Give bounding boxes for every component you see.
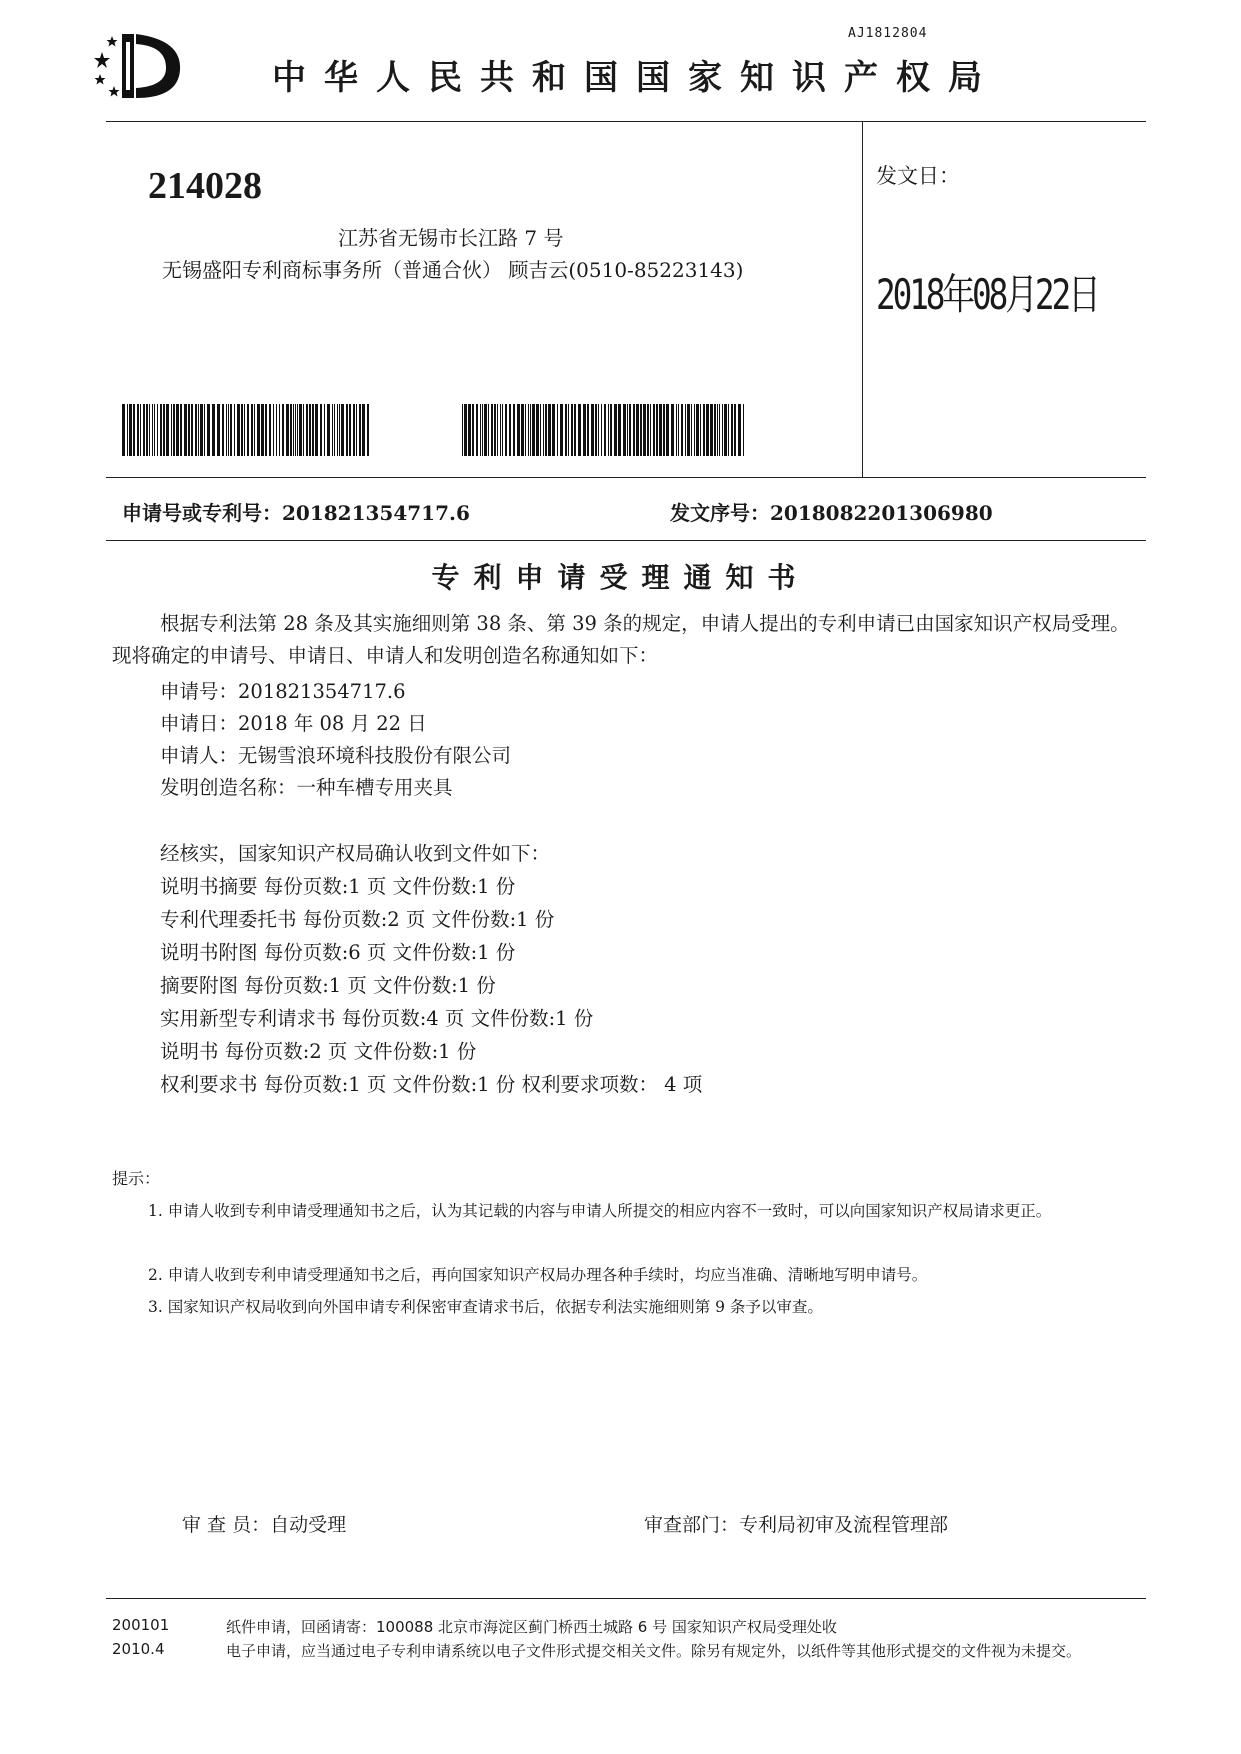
barcode-bar <box>530 404 531 456</box>
barcode-bar <box>574 404 576 456</box>
barcode-bar <box>587 404 589 456</box>
barcode-bar <box>568 404 569 456</box>
barcode-bar <box>254 404 255 456</box>
barcode-bar <box>488 404 489 456</box>
barcode-bar <box>261 404 264 456</box>
document-serial: AJ1812804 <box>848 26 928 41</box>
barcode-bar <box>290 404 292 456</box>
barcode-bar <box>491 404 493 456</box>
barcode-bar <box>687 404 690 456</box>
barcode-bar <box>540 404 541 456</box>
barcode-bar <box>671 404 674 456</box>
notice-intro: 根据专利法第 28 条及其实施细则第 38 条、第 39 条的规定，申请人提出的专利申请已由国家知识产权局受理。现将确定的申请号、申请日、申请人和发明创造名称通知如下： <box>112 612 1130 667</box>
barcode-bar <box>140 404 141 456</box>
barcode-bar <box>303 404 304 456</box>
barcode-bar <box>659 404 662 456</box>
barcode-bar <box>324 404 325 456</box>
barcode-bar <box>341 404 344 456</box>
barcode-bar <box>204 404 205 456</box>
barcode-bar <box>315 404 318 456</box>
barcode-bar <box>502 404 503 456</box>
barcode-bar <box>653 404 655 456</box>
barcode-bar <box>494 404 496 456</box>
barcode-bar <box>719 404 720 456</box>
barcode-bar <box>143 404 145 456</box>
barcode-bar <box>595 404 597 456</box>
barcode-bar <box>633 404 635 456</box>
barcode-bar <box>706 404 709 456</box>
footer-rule <box>106 1598 1146 1599</box>
barcode-bar <box>320 404 322 456</box>
barcode-bar <box>180 404 182 456</box>
barcode-bar <box>462 404 463 456</box>
barcode-bar <box>166 404 169 456</box>
examination-department: 审查部门：专利局初审及流程管理部 <box>644 1514 949 1536</box>
barcode-bar <box>188 404 190 456</box>
recipient-address: 江苏省无锡市长江路 7 号 <box>338 226 564 250</box>
barcode-bar <box>560 404 563 456</box>
barcode-bar <box>241 404 243 456</box>
barcode-bar <box>610 404 612 456</box>
application-number-label: 申请号或专利号： <box>122 501 282 525</box>
issue-divider <box>862 121 863 477</box>
barcode-bar <box>738 404 741 456</box>
barcode-bar <box>222 404 224 456</box>
barcode-bar <box>207 404 210 456</box>
barcode-bar <box>694 404 695 456</box>
barcode-bar <box>282 404 284 456</box>
serial-number-label: 发文序号： <box>670 501 770 525</box>
tip-item: 2. 申请人收到专利申请受理通知书之后，再向国家知识产权局办理各种手续时，均应当准确、清晰地写明申请号。 <box>148 1266 928 1284</box>
barcode-bar <box>472 404 474 456</box>
barcode-bar <box>265 404 267 456</box>
barcode-bar <box>601 404 602 456</box>
barcode-bar <box>647 404 649 456</box>
barcode-bar <box>681 404 683 456</box>
barcode-bar <box>332 404 333 456</box>
barcode-bar <box>228 404 229 456</box>
barcode-bar <box>618 404 621 456</box>
barcode-bar <box>484 404 487 456</box>
barcode-bar <box>171 404 172 456</box>
barcode-bar <box>685 404 686 456</box>
barcode-bar <box>279 404 280 456</box>
agent-name: 无锡盛阳专利商标事务所（普通合伙） 顾吉云(0510-85223143) <box>162 258 744 282</box>
serial-number-value: 2018082201306980 <box>770 501 993 525</box>
barcode-bar <box>122 404 125 456</box>
footer-form-code: 200101 <box>112 1616 170 1634</box>
barcode-bar <box>339 404 340 456</box>
document-item: 说明书摘要 每份页数:1 页 文件份数:1 份 <box>160 875 516 898</box>
field-invention-title: 发明创造名称：一种车槽专用夹具 <box>160 776 453 799</box>
examiner: 审 查 员：自动受理 <box>182 1514 347 1536</box>
footer-paper-instructions: 纸件申请，回函请寄：100088 北京市海淀区蓟门桥西土城路 6 号 国家知识产权局受理处收 <box>226 1618 837 1636</box>
document-serial-number <box>670 497 993 526</box>
barcode-bar <box>476 404 478 456</box>
barcode-bar <box>731 404 733 456</box>
barcode-bar <box>640 404 642 456</box>
tip-item: 1. 申请人收到专利申请受理通知书之后，认为其记载的内容与申请人所提交的相应内容不一致时，可以向国家知识产权局请求更正。 <box>148 1202 1052 1220</box>
header-rule <box>106 121 1146 122</box>
barcode-bar <box>532 404 535 456</box>
barcode-bar <box>244 404 245 456</box>
barcode-bar <box>627 404 628 456</box>
barcode-bar <box>212 404 215 456</box>
barcode-bar <box>578 404 581 456</box>
barcode-bar <box>571 404 573 456</box>
barcode-bar <box>703 404 705 456</box>
barcode-bar <box>505 404 507 456</box>
barcode-bar <box>286 404 289 456</box>
barcode-bar <box>663 404 665 456</box>
barcode-bar <box>500 404 501 456</box>
barcode-bar <box>696 404 699 456</box>
application-number-value: 201821354717.6 <box>282 501 470 525</box>
tip-item: 3. 国家知识产权局收到向外国申请专利保密审查请求书后，依据专利法实施细则第 9 条予以审查。 <box>148 1298 823 1316</box>
barcode-bar <box>629 404 631 456</box>
barcode-bar <box>666 404 669 456</box>
barcode-bar <box>276 404 277 456</box>
document-item: 权利要求书 每份页数:1 页 文件份数:1 份 权利要求项数： 4 项 <box>160 1073 703 1096</box>
barcode-bar <box>722 404 723 456</box>
barcode-bar <box>548 404 551 456</box>
tips-label: 提示： <box>112 1169 161 1188</box>
barcode-bar <box>299 404 302 456</box>
barcode-bar <box>480 404 481 456</box>
barcode-bar <box>293 404 294 456</box>
barcode-bar <box>643 404 646 456</box>
barcode-bar <box>710 404 713 456</box>
barcode-bar <box>678 404 679 456</box>
barcode-bar <box>163 404 165 456</box>
barcode-bar <box>149 404 150 456</box>
barcode-bar <box>728 404 729 456</box>
barcode-bar <box>521 404 524 456</box>
field-applicant: 申请人：无锡雪浪环境科技股份有限公司 <box>160 744 512 767</box>
barcode-bar <box>309 404 311 456</box>
barcode-bar <box>359 404 361 456</box>
barcode-bar <box>237 404 240 456</box>
footer-form-version: 2010.4 <box>112 1640 165 1658</box>
barcode-bar <box>623 404 626 456</box>
barcode-bar <box>700 404 701 456</box>
field-filing-date: 申请日：2018 年 08 月 22 日 <box>160 712 427 735</box>
barcode-bar <box>536 404 539 456</box>
barcode-right <box>462 404 745 456</box>
barcode-bar <box>717 404 718 456</box>
document-item: 实用新型专利请求书 每份页数:4 页 文件份数:1 份 <box>160 1007 594 1030</box>
barcode-bar <box>724 404 727 456</box>
barcode-bar <box>337 404 338 456</box>
barcode-bar <box>636 404 639 456</box>
barcode-bar <box>217 404 220 456</box>
barcode-bar <box>691 404 692 456</box>
footer-electronic-instructions: 电子申请，应当通过电子专利申请系统以电子文件形式提交相关文件。除另有规定外，以纸件等其他形式提交的文件视为未提交。 <box>226 1642 1082 1660</box>
barcode-bar <box>176 404 179 456</box>
barcode-bar <box>743 404 744 456</box>
barcode-bar <box>517 404 520 456</box>
barcode-bar <box>565 404 567 456</box>
barcode-bar <box>137 404 139 456</box>
barcode-bar <box>334 404 335 456</box>
barcode-bar <box>734 404 736 456</box>
barcode-bar <box>464 404 467 456</box>
barcode-bar <box>349 404 351 456</box>
barcode-bar <box>133 404 135 456</box>
barcode-bar <box>191 404 193 456</box>
barcode-bar <box>269 404 271 456</box>
barcode-bar <box>714 404 716 456</box>
barcode-bar <box>362 404 365 456</box>
barcode-bar <box>528 404 529 456</box>
barcode-bar <box>273 404 274 456</box>
barcode-bar <box>160 404 162 456</box>
barcode-bar <box>129 404 132 456</box>
barcode-bar <box>226 404 227 456</box>
barcode-bar <box>154 404 155 456</box>
barcode-bar <box>257 404 260 456</box>
barcode-bar <box>509 404 511 456</box>
barcode-left <box>122 404 371 456</box>
barcode-bar <box>482 404 483 456</box>
office-name: 中华人民共和国国家知识产权局 <box>272 58 1000 98</box>
barcode-bar <box>195 404 197 456</box>
barcode-bar <box>557 404 558 456</box>
barcode-bar <box>591 404 594 456</box>
document-item: 说明书 每份页数:2 页 文件份数:1 份 <box>160 1040 477 1063</box>
barcode-bar <box>583 404 586 456</box>
barcode-bar <box>525 404 526 456</box>
barcode-bar <box>604 404 606 456</box>
application-number <box>122 497 470 526</box>
field-application-number: 申请号：201821354717.6 <box>160 680 406 703</box>
barcode-bar <box>353 404 355 456</box>
barcode-bar <box>146 404 148 456</box>
notice-title: 专利申请受理通知书 <box>431 561 810 594</box>
address-rule <box>106 477 1146 478</box>
barcode-bar <box>545 404 547 456</box>
barcode-bar <box>513 404 515 456</box>
barcode-bar <box>650 404 651 456</box>
barcode-bar <box>543 404 544 456</box>
barcode-bar <box>157 404 158 456</box>
barcode-bar <box>598 404 599 456</box>
barcode-bar <box>312 404 314 456</box>
barcode-bar <box>327 404 330 456</box>
barcode-bar <box>297 404 298 456</box>
postcode: 214028 <box>148 165 262 207</box>
barcode-bar <box>552 404 555 456</box>
barcode-bar <box>230 404 232 456</box>
document-item: 专利代理委托书 每份页数:2 页 文件份数:1 份 <box>160 908 555 931</box>
issue-date: 2018年08月22日 <box>876 270 1098 319</box>
barcode-bar <box>198 404 199 456</box>
barcode-bar <box>152 404 153 456</box>
cnipa-logo-icon <box>92 30 184 100</box>
barcode-bar <box>346 404 348 456</box>
barcode-bar <box>173 404 175 456</box>
barcode-bar <box>356 404 357 456</box>
barcode-bar <box>200 404 203 456</box>
barcode-bar <box>234 404 235 456</box>
document-item: 摘要附图 每份页数:1 页 文件份数:1 份 <box>160 974 496 997</box>
barcode-bar <box>295 404 296 456</box>
barcode-bar <box>306 404 308 456</box>
numbers-rule <box>106 540 1146 541</box>
barcode-bar <box>656 404 658 456</box>
barcode-bar <box>367 404 369 456</box>
issue-date-label: 发文日： <box>876 164 960 188</box>
barcode-bar <box>676 404 677 456</box>
barcode-bar <box>608 404 609 456</box>
barcode-bar <box>251 404 253 456</box>
barcode-bar <box>497 404 498 456</box>
barcode-bar <box>247 404 249 456</box>
receipt-confirmation: 经核实，国家知识产权局确认收到文件如下： <box>160 842 551 865</box>
barcode-bar <box>127 404 128 456</box>
barcode-bar <box>184 404 187 456</box>
document-item: 说明书附图 每份页数:6 页 文件份数:1 份 <box>160 941 516 964</box>
barcode-bar <box>614 404 617 456</box>
barcode-bar <box>468 404 471 456</box>
